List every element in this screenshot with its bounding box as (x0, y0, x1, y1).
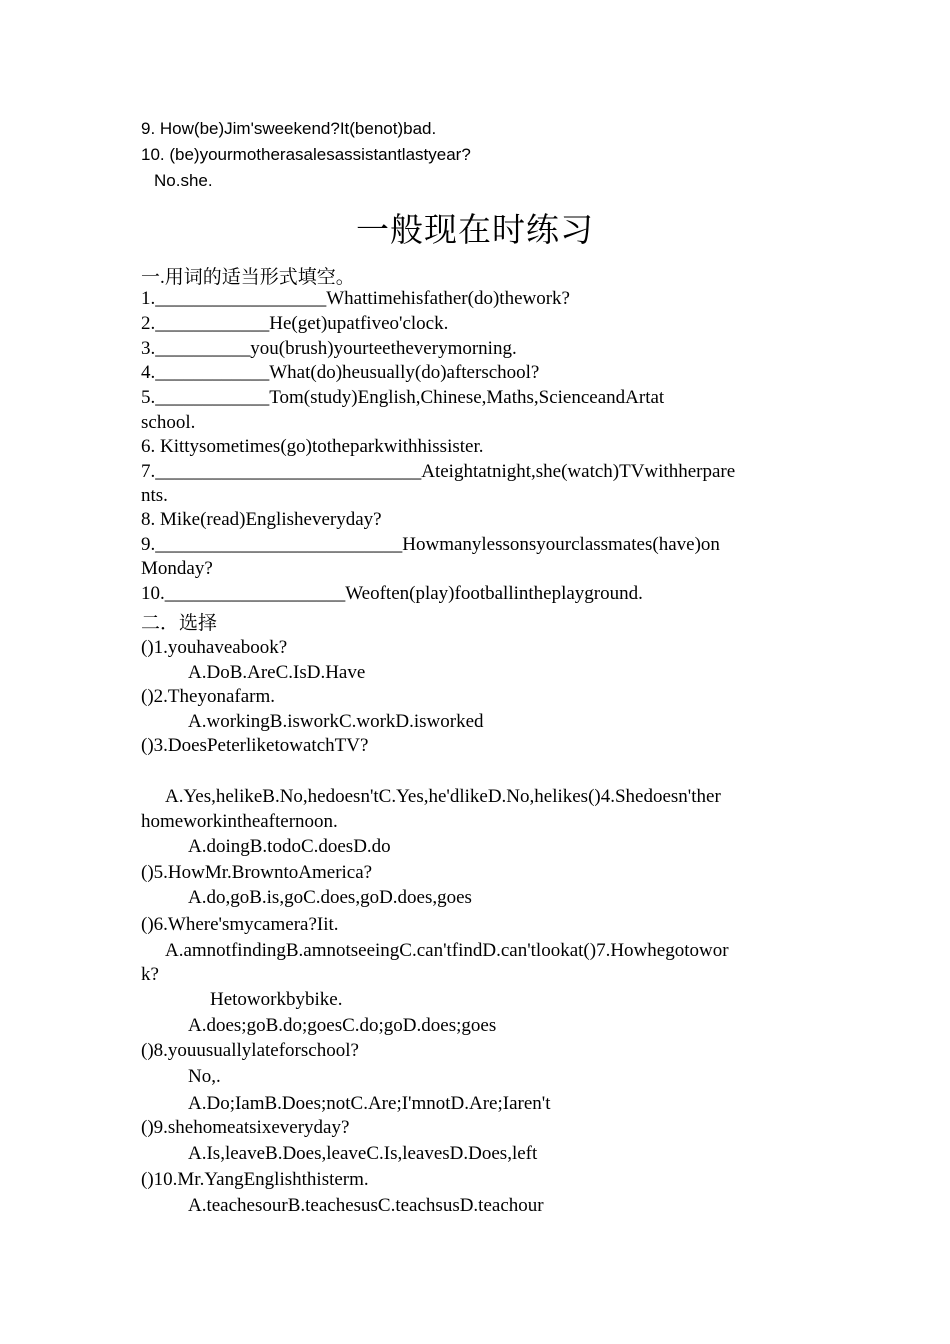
choice-options-10: A.teachesourB.teachesusC.teachsusD.teachour (188, 1195, 544, 1216)
section-2-heading: 二．选择 (141, 613, 218, 634)
fill-item-1: 1.__________________Whattimehisfather(do)thework? (141, 288, 570, 309)
fill-item-2: 2.____________He(get)upatfiveo'clock. (141, 313, 449, 334)
fill-item-8: 8. Mike(read)Englisheveryday? (141, 509, 382, 530)
choice-question-4-cont: homeworkintheafternoon. (141, 811, 338, 832)
choice-question-7-cont: k? (141, 964, 159, 985)
choice-question-8-answer: No,. (188, 1066, 221, 1087)
section-1-heading: 一.用词的适当形式填空。 (141, 267, 355, 288)
prev-item-10: 10. (be)yourmotherasalesassistantlastyear? (141, 145, 471, 164)
fill-item-5-cont: school. (141, 412, 196, 433)
choice-question-2: ()2.Theyonafarm. (141, 686, 275, 707)
fill-item-4: 4.____________What(do)heusually(do)afterschool? (141, 362, 540, 383)
page-title: 一般现在时练习 (356, 210, 594, 249)
choice-options-8: A.Do;IamB.Does;notC.Are;I'mnotD.Are;Iaren't (188, 1093, 551, 1114)
prev-item-9: 9. How(be)Jim'sweekend?It(benot)bad. (141, 119, 437, 138)
choice-question-7-sentence: Hetoworkbybike. (210, 989, 343, 1010)
choice-options-4: A.doingB.todoC.doesD.do (188, 836, 391, 857)
choice-options-1: A.DoB.AreC.IsD.Have (188, 662, 366, 683)
choice-options-9: A.Is,leaveB.Does,leaveC.Is,leavesD.Does,left (188, 1143, 538, 1164)
fill-item-9-cont: Monday? (141, 558, 213, 579)
fill-item-7: 7.____________________________Ateightatnight,she(watch)TVwithherpare (141, 461, 736, 482)
choice-question-10: ()10.Mr.YangEnglishthisterm. (141, 1169, 369, 1190)
choice-options-2: A.workingB.isworkC.workD.isworked (188, 711, 484, 732)
choice-question-6: ()6.Where'smycamera?Iit. (141, 914, 339, 935)
choice-options-3: A.Yes,helikeB.No,hedoesn'tC.Yes,he'dlikeD.No,helikes()4.Shedoesn'ther (165, 786, 721, 807)
choice-question-1: ()1.youhaveabook? (141, 637, 288, 658)
prev-item-10-answer: No.she. (154, 171, 213, 190)
choice-options-6: A.amnotfindingB.amnotseeingC.can'tfindD.can'tlookat()7.Howhegotowor (165, 940, 729, 961)
fill-item-7-cont: nts. (141, 485, 168, 506)
choice-question-3: ()3.DoesPeterliketowatchTV? (141, 735, 369, 756)
fill-item-10: 10.___________________Weoften(play)footballintheplayground. (141, 583, 643, 604)
fill-item-3: 3.__________you(brush)yourteetheverymorning. (141, 338, 517, 359)
choice-question-9: ()9.shehomeatsixeveryday? (141, 1117, 350, 1138)
fill-item-5: 5.____________Tom(study)English,Chinese,Maths,ScienceandArtat (141, 387, 665, 408)
choice-options-5: A.do,goB.is,goC.does,goD.does,goes (188, 887, 472, 908)
fill-item-6: 6. Kittysometimes(go)totheparkwithhissister. (141, 436, 484, 457)
choice-options-7: A.does;goB.do;goesC.do;goD.does;goes (188, 1015, 497, 1036)
choice-question-8: ()8.youusuallylateforschool? (141, 1040, 359, 1061)
choice-question-5: ()5.HowMr.BrowntoAmerica? (141, 862, 373, 883)
fill-item-9: 9.__________________________Howmanylessonsyourclassmates(have)on (141, 534, 720, 555)
